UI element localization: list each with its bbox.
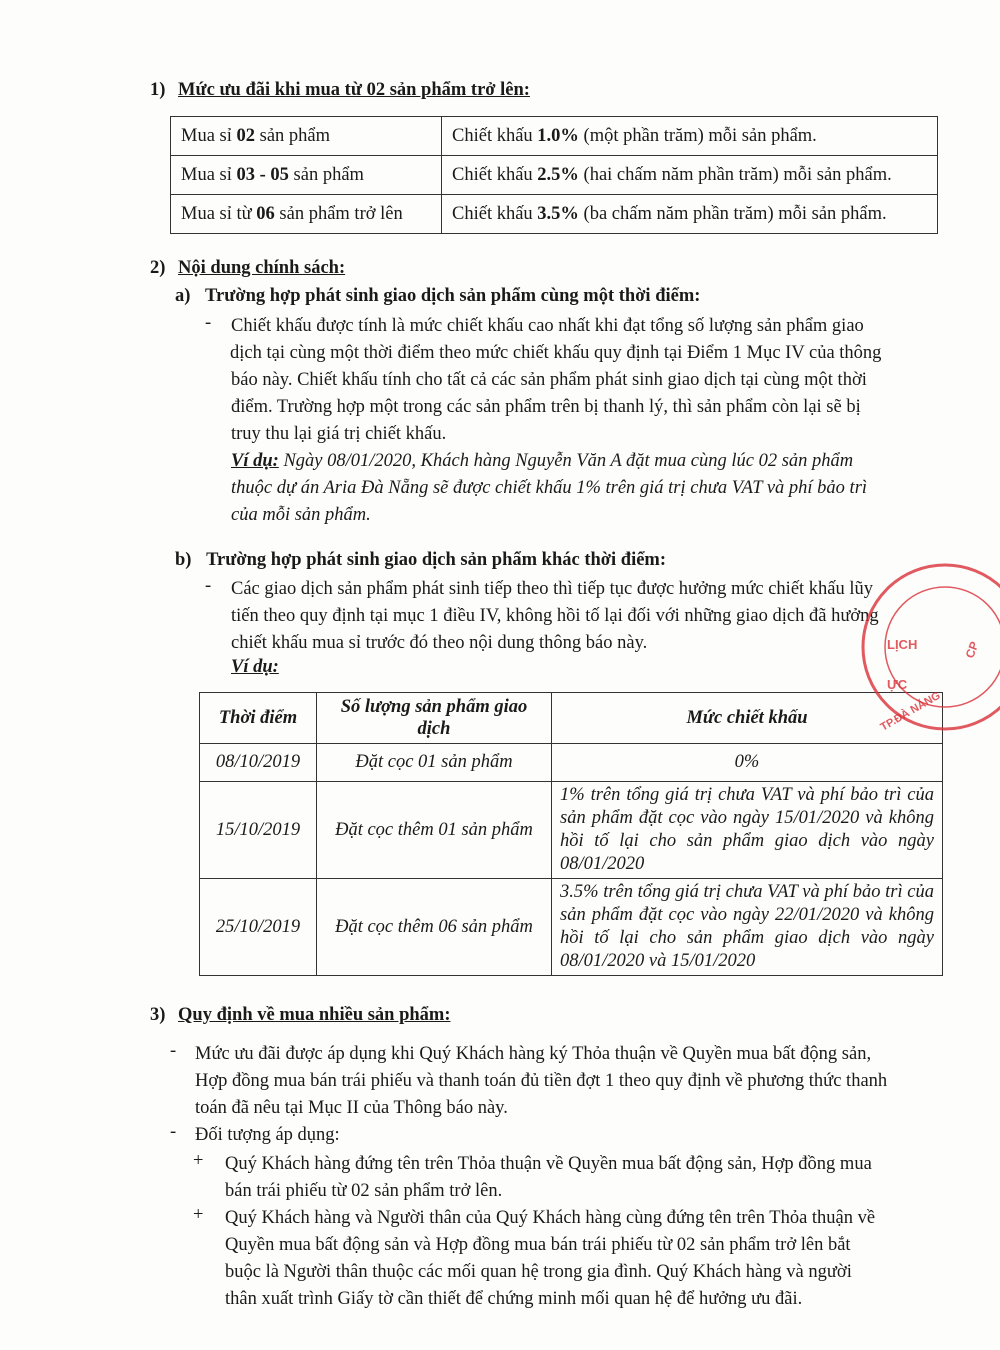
line: Chiết khấu được tính là mức chiết khấu cao nhất khi đạt tổng số lượng sản phẩm giao (231, 316, 864, 336)
table-header: Số lượng sản phẩm giao dịch (317, 693, 552, 744)
plus-marker: + (193, 1151, 204, 1171)
section2b-label: b) (175, 550, 192, 570)
section3-bullet-1 (225, 1151, 941, 1205)
section2a-example (231, 448, 943, 529)
table-row (171, 156, 938, 195)
stamp-text: LỊCH (887, 637, 918, 652)
applicable-subjects-label: Đối tượng áp dụng: (195, 1125, 340, 1145)
stamp-text: ỰC (887, 677, 908, 692)
quantity-cell: Mua sỉ 02 sản phẩm (171, 117, 442, 156)
section2b-title: Trường hợp phát sinh giao dịch sản phẩm khác thời điểm: (206, 550, 666, 570)
table-row (200, 879, 943, 976)
table-row (200, 782, 943, 879)
table-row (171, 117, 938, 156)
quantity-cell: Đặt cọc 01 sản phẩm (317, 744, 552, 782)
table-row (171, 195, 938, 234)
discount-cell: Chiết khấu 3.5% (ba chấm năm phần trăm) mỗi sản phẩm. (442, 195, 938, 234)
section3-bullet-2 (225, 1205, 941, 1313)
section3-number: 3) (150, 1005, 166, 1025)
section2a-label: a) (175, 286, 191, 306)
section2a-title: Trường hợp phát sinh giao dịch sản phẩm cùng một thời điểm: (205, 286, 701, 306)
section2b-paragraph (231, 576, 943, 657)
section1-title: Mức ưu đãi khi mua từ 02 sản phẩm trở lên: (178, 80, 530, 100)
rate-cell: 1% trên tổng giá trị chưa VAT và phí bảo trì của sản phẩm đặt cọc vào ngày 15/01/2020 và không hồi tố lại cho sản phẩm giao dịch vào ngày 08/01/2020 (552, 782, 943, 879)
discount-table (170, 116, 938, 234)
section3-paragraph (195, 1041, 941, 1122)
quantity-cell: Mua sỉ 03 - 05 sản phẩm (171, 156, 442, 195)
example-text: Ngày 08/01/2020, Khách hàng Nguyễn Văn A đặt mua cùng lúc 02 sản phẩm (278, 451, 854, 471)
dash-marker: - (170, 1041, 177, 1061)
discount-cell: Chiết khấu 2.5% (hai chấm năm phần trăm) mỗi sản phẩm. (442, 156, 938, 195)
line: buộc là Người thân thuộc các mối quan hệ trong gia đình. Quý Khách hàng và người (225, 1262, 852, 1282)
section3-heading (150, 1005, 451, 1026)
dash-marker: - (170, 1122, 177, 1142)
table-header: Mức chiết khấu (552, 693, 943, 744)
line: dịch tại cùng một thời điểm theo mức chiết khấu quy định tại Điểm 1 Mục IV của thông (230, 343, 882, 363)
section1-heading (150, 80, 530, 101)
table-row (200, 744, 943, 782)
example-table (199, 692, 943, 976)
section2a-paragraph (231, 313, 943, 448)
date-cell: 25/10/2019 (200, 879, 317, 976)
line: Quý Khách hàng và Người thân của Quý Khách hàng cùng đứng tên trên Thỏa thuận về (225, 1208, 876, 1228)
line: bán trái phiếu từ 02 sản phẩm trở lên. (225, 1181, 503, 1201)
line: Hợp đồng mua bán trái phiếu và thanh toán đủ tiền đợt 1 theo quy định về phương thức thanh (195, 1071, 888, 1091)
section2-heading (150, 258, 345, 279)
section2a-heading (175, 286, 700, 307)
stamp-text: CP (962, 639, 982, 661)
rate-cell: 0% (552, 744, 943, 782)
line: Mức ưu đãi được áp dụng khi Quý Khách hàng ký Thỏa thuận về Quyền mua bất động sản, (195, 1044, 872, 1064)
example-label: Ví dụ: (231, 451, 279, 471)
section1-number: 1) (150, 80, 166, 100)
line: Quyền mua bất động sản và Hợp đồng mua bán trái phiếu từ 02 sản phẩm trở lên bắt (225, 1235, 851, 1255)
discount-cell: Chiết khấu 1.0% (một phần trăm) mỗi sản phẩm. (442, 117, 938, 156)
date-cell: 15/10/2019 (200, 782, 317, 879)
section2b-heading (175, 550, 666, 571)
section2-number: 2) (150, 258, 166, 278)
dash-marker: - (205, 313, 212, 333)
line: Các giao dịch sản phẩm phát sinh tiếp theo thì tiếp tục được hưởng mức chiết khấu lũy (231, 579, 874, 599)
line: truy thu lại giá trị chiết khấu. (231, 424, 447, 444)
stamp-text: TP.ĐÀ NẴNG (878, 689, 943, 734)
example-text: thuộc dự án Aria Đà Nẵng sẽ được chiết khấu 1% trên giá trị chưa VAT và phí bảo trì (231, 478, 868, 498)
quantity-cell: Đặt cọc thêm 01 sản phẩm (317, 782, 552, 879)
example-label: Ví dụ: (231, 657, 279, 677)
quantity-cell: Mua sỉ từ 06 sản phẩm trở lên (171, 195, 442, 234)
line: toán đã nêu tại Mục II của Thông báo này. (195, 1098, 508, 1118)
line: thân xuất trình Giấy tờ cần thiết để chứng minh mối quan hệ để hưởng ưu đãi. (225, 1289, 803, 1309)
section2-title: Nội dung chính sách: (178, 258, 346, 278)
line: điểm. Trường hợp một trong các sản phẩm trên bị thanh lý, thì sản phẩm còn lại sẽ bị (231, 397, 861, 417)
dash-marker: - (205, 576, 212, 596)
rate-cell: 3.5% trên tổng giá trị chưa VAT và phí bảo trì của sản phẩm đặt cọc vào ngày 22/01/2020 và không hồi tố lại cho sản phẩm giao dịch vào ngày 08/01/2020 và 15/01/2020 (552, 879, 943, 976)
table-header: Thời điểm (200, 693, 317, 744)
line: báo này. Chiết khấu tính cho tất cả các sản phẩm phát sinh giao dịch tại cùng một thời (231, 370, 867, 390)
plus-marker: + (193, 1205, 204, 1225)
line: Quý Khách hàng đứng tên trên Thỏa thuận về Quyền mua bất động sản, Hợp đồng mua (225, 1154, 872, 1174)
example-text: của mỗi sản phẩm. (231, 505, 371, 525)
date-cell: 08/10/2019 (200, 744, 317, 782)
quantity-cell: Đặt cọc thêm 06 sản phẩm (317, 879, 552, 976)
line: tiến theo quy định tại mục 1 điều IV, không hồi tố lại đối với những giao dịch đã hưởng (231, 606, 879, 626)
section3-title: Quy định về mua nhiều sản phẩm: (178, 1005, 451, 1025)
line: chiết khấu mua sỉ trước đó theo nội dung thông báo này. (231, 633, 648, 653)
